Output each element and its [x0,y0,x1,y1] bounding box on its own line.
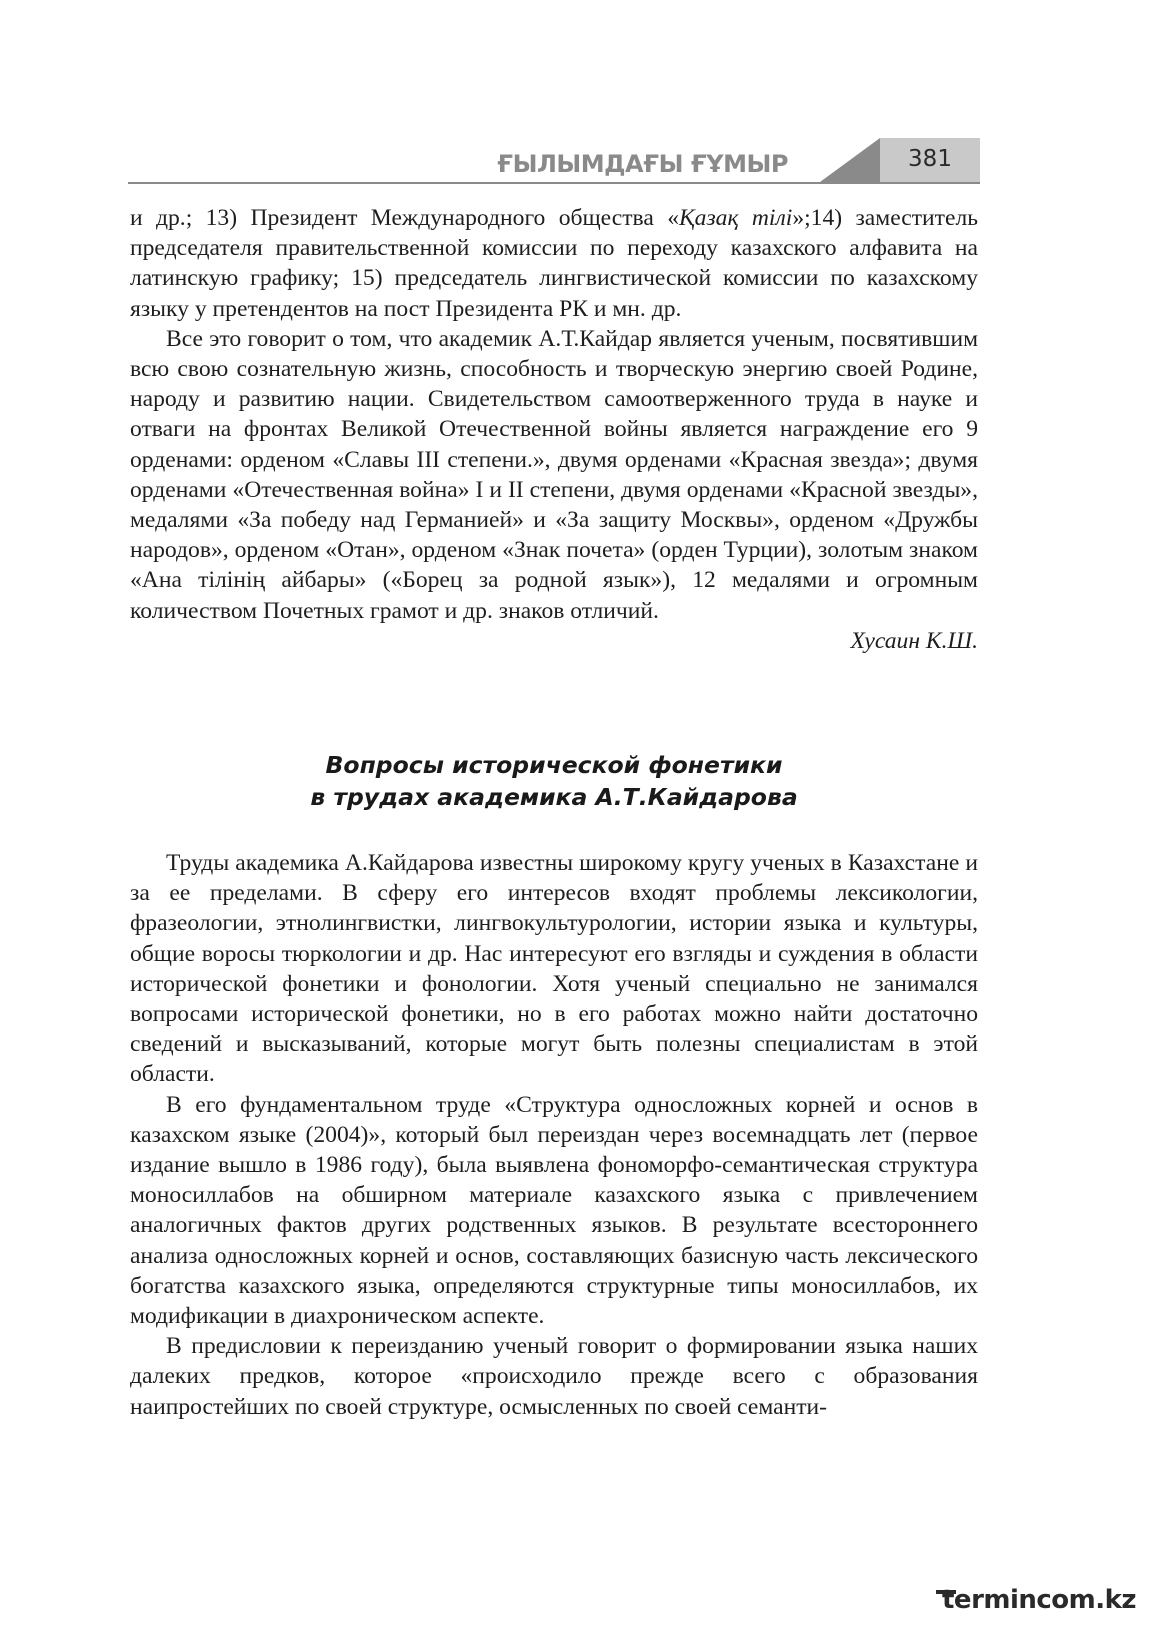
paragraph-1-rest: »;14) заместитель председателя правительственной комиссии по переходу казахского алфавита на латинскую графику; 15) председатель лингвистической комиссии по казахскому языку у претендентов на пост Президента РК и мн. др. [130,205,978,322]
paragraph-1-italic: Қазақ тілі [679,205,793,231]
page-number: 381 [908,146,952,172]
running-header [128,138,980,186]
header-rule [128,182,980,184]
text-block-2 [130,848,978,1422]
section-heading [130,749,978,813]
section-heading-line-1: Вопросы исторической фонетики [325,751,783,779]
paragraph-5: В предисловии к переизданию ученый говорит о формировании языка наших далеких предков, которое «происходило прежде всего с образования наипростейших по своей структуре, осмысленных по своей семанти- [130,1333,978,1420]
section-heading-line-2: в трудах академика А.Т.Кайдарова [310,783,798,811]
text-block-1 [130,203,978,656]
watermark-logo: termincom.kz [942,1585,1137,1615]
paragraph-2: Все это говорит о том, что академик А.Т.Кайдар является ученым, посвятившим всю свою сознательную жизнь, способность и творческую энергию своей Родине, народу и развитию нации. Свидетельством самоотверженного труда в науке и отваги на фронтах Великой Отечественной войны является награждение его 9 орденами: орденом «Славы III степени.», двумя орденами «Красная звезда»; двумя орденами «Отечественная война» I и II степени, двумя орденами «Красной звезды», медалями «За победу над Германией» и «За защиту Москвы», орденом «Дружбы народов», орденом «Отан», орденом «Знак почета» (орден Турции), золотым знаком «Ана тілінің айбары» («Борец за родной язык»), 12 медалями и огромным количеством Почетных грамот и др. знаков отличий. [130,325,978,624]
paragraph-1-text: и др.; 13) Президент Международного общества « [130,205,679,231]
paragraph-4: В его фундаментальном труде «Структура односложных корней и основ в казахском языке (2004)», который был переиздан через восемнадцать лет (первое издание вышло в 1986 году), была выявлена фономорфо-семантическая структура моносиллабов на обширном материале казахского языка с привлечением аналогичных фактов других родственных языков. В результате всестороннего анализа односложных корней и основ, составляющих базисную часть лексического богатства казахского языка, определяются структурные типы моносиллабов, их модификации в диахроническом аспекте. [130,1091,978,1330]
running-title: ҒЫЛЫМДАҒЫ ҒҰМЫР [497,150,788,178]
paragraph-3: Труды академика А.Кайдарова известны широкому кругу ученых в Казахстане и за ее пределами. В сферу его интересов входят проблемы лексикологии, фразеологии, этнолингвистки, лингвокультурологии, истории языка и культуры, общие воросы тюркологии и др. Нас интересуют его взгляды и суждения в области исторической фонетики и фонологии. Хотя ученый специально не занимался вопросами исторической фонетики, но в его работах можно найти достаточно сведений и высказываний, которые могут быть полезны специалистам в этой области. [130,850,978,1088]
paragraph-1 [130,203,978,324]
header-wedge-decoration [820,138,880,182]
author-attribution: Хусаин К.Ш. [850,627,978,654]
